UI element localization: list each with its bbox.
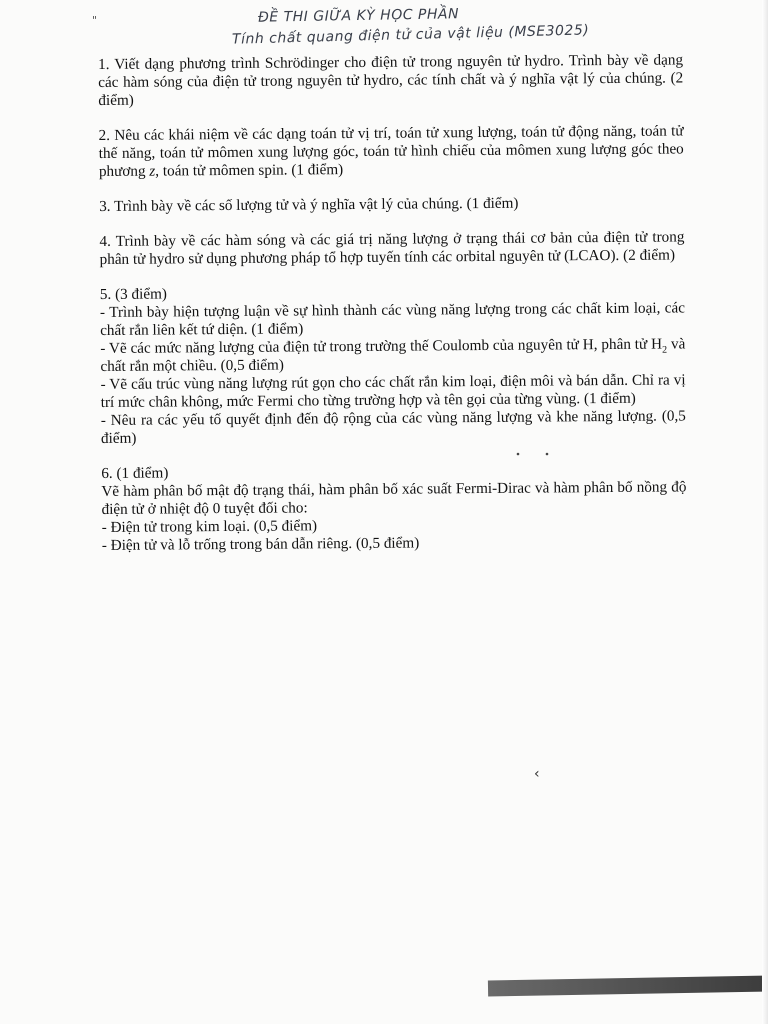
question-5 — [100, 281, 686, 448]
question-2 — [99, 122, 684, 181]
question-6-item-1: - Điện tử trong kim loại. (0,5 điểm) — [101, 517, 318, 536]
question-5-item-2-tail: và chất rắn một chiều. (0,5 điểm) — [100, 335, 686, 375]
question-2-text-start: 2. Nêu các khái niệm về các dạng toán tử vị trí, toán tử xung lượng, toán tử động năng, toán tử thế năng, toán tử mômen xung lượng góc, toán tử hình chiếu của mômen xung lượng góc theo phương — [98, 122, 684, 180]
stray-ink-dots — [516, 452, 550, 456]
question-5-item-1: - Trình bày hiện tượng luận về sự hình thành các vùng năng lượng trong các chất kim loại, các chất rắn liên kết tứ diện. (1 điểm) — [99, 299, 686, 339]
question-5-item-2 — [100, 335, 685, 376]
page-edge-shadow — [762, 0, 768, 1024]
stray-ink-mark: ‹ — [534, 766, 540, 782]
scan-shadow-strip — [488, 976, 768, 997]
handwritten-subtitle: Tính chất quang điện tử của vật liệu (MSE3025) — [231, 22, 590, 48]
question-2-axis-z: z — [149, 162, 156, 180]
exam-questions — [98, 51, 687, 572]
h2-subscript: 2 — [662, 344, 668, 356]
question-3-text: 3. Trình bày về các số lượng tử và ý nghĩa vật lý của chúng. (1 điểm) — [99, 194, 519, 215]
question-5-item-4: - Nêu ra các yếu tố quyết định đến độ rộng của các vùng năng lượng và khe năng lượng. (0,5 điểm) — [100, 407, 686, 447]
question-5-item-2-text: - Vẽ các mức năng lượng của điện tử trong trường thế Coulomb của nguyên tử H, phân tử H — [100, 335, 663, 357]
question-1 — [98, 51, 683, 110]
question-4-text: 4. Trình bày về các hàm sóng và các giá trị năng lượng ở trạng thái cơ bản của điện tử trong phân tử hydro sử dụng phương pháp tổ hợp tuyến tính các orbital nguyên tử (LCAO). (2 điểm) — [99, 228, 685, 268]
question-6-item-2: - Điện tử và lỗ trống trong bán dẫn riêng. (0,5 điểm) — [101, 534, 420, 554]
question-5-item-3: - Vẽ cấu trúc vùng năng lượng rút gọn cho các chất rắn kim loại, điện môi và bán dẫn. Chỉ ra vị trí mức chân không, mức Fermi cho từng trường hợp và tên gọi của từng vùng. (1 điểm) — [100, 371, 686, 411]
question-2-text-end: , toán tử mômen spin. (1 điểm) — [155, 161, 344, 180]
question-6-intro: Vẽ hàm phân bố mật độ trạng thái, hàm phân bố xác suất Fermi-Dirac và hàm phân bố nồng độ điện tử ở nhiệt độ 0 tuyệt đối cho: — [101, 478, 687, 518]
top-corner-mark: " — [92, 14, 98, 27]
question-3 — [99, 193, 684, 216]
question-5-heading: 5. (3 điểm) — [99, 285, 168, 303]
handwritten-title: ĐỀ THI GIỮA KỲ HỌC PHẦN — [257, 6, 460, 26]
question-2-text — [99, 122, 684, 181]
question-6 — [101, 460, 687, 555]
question-4 — [99, 228, 684, 269]
question-1-text: 1. Viết dạng phương trình Schrödinger cho điện tử trong nguyên tử hydro. Trình bày về dạng các hàm sóng của điện tử trong nguyên tử hydro, các tính chất và ý nghĩa vật lý của chúng. (2 điểm) — [98, 51, 684, 109]
question-6-heading: 6. (1 điểm) — [101, 464, 169, 482]
